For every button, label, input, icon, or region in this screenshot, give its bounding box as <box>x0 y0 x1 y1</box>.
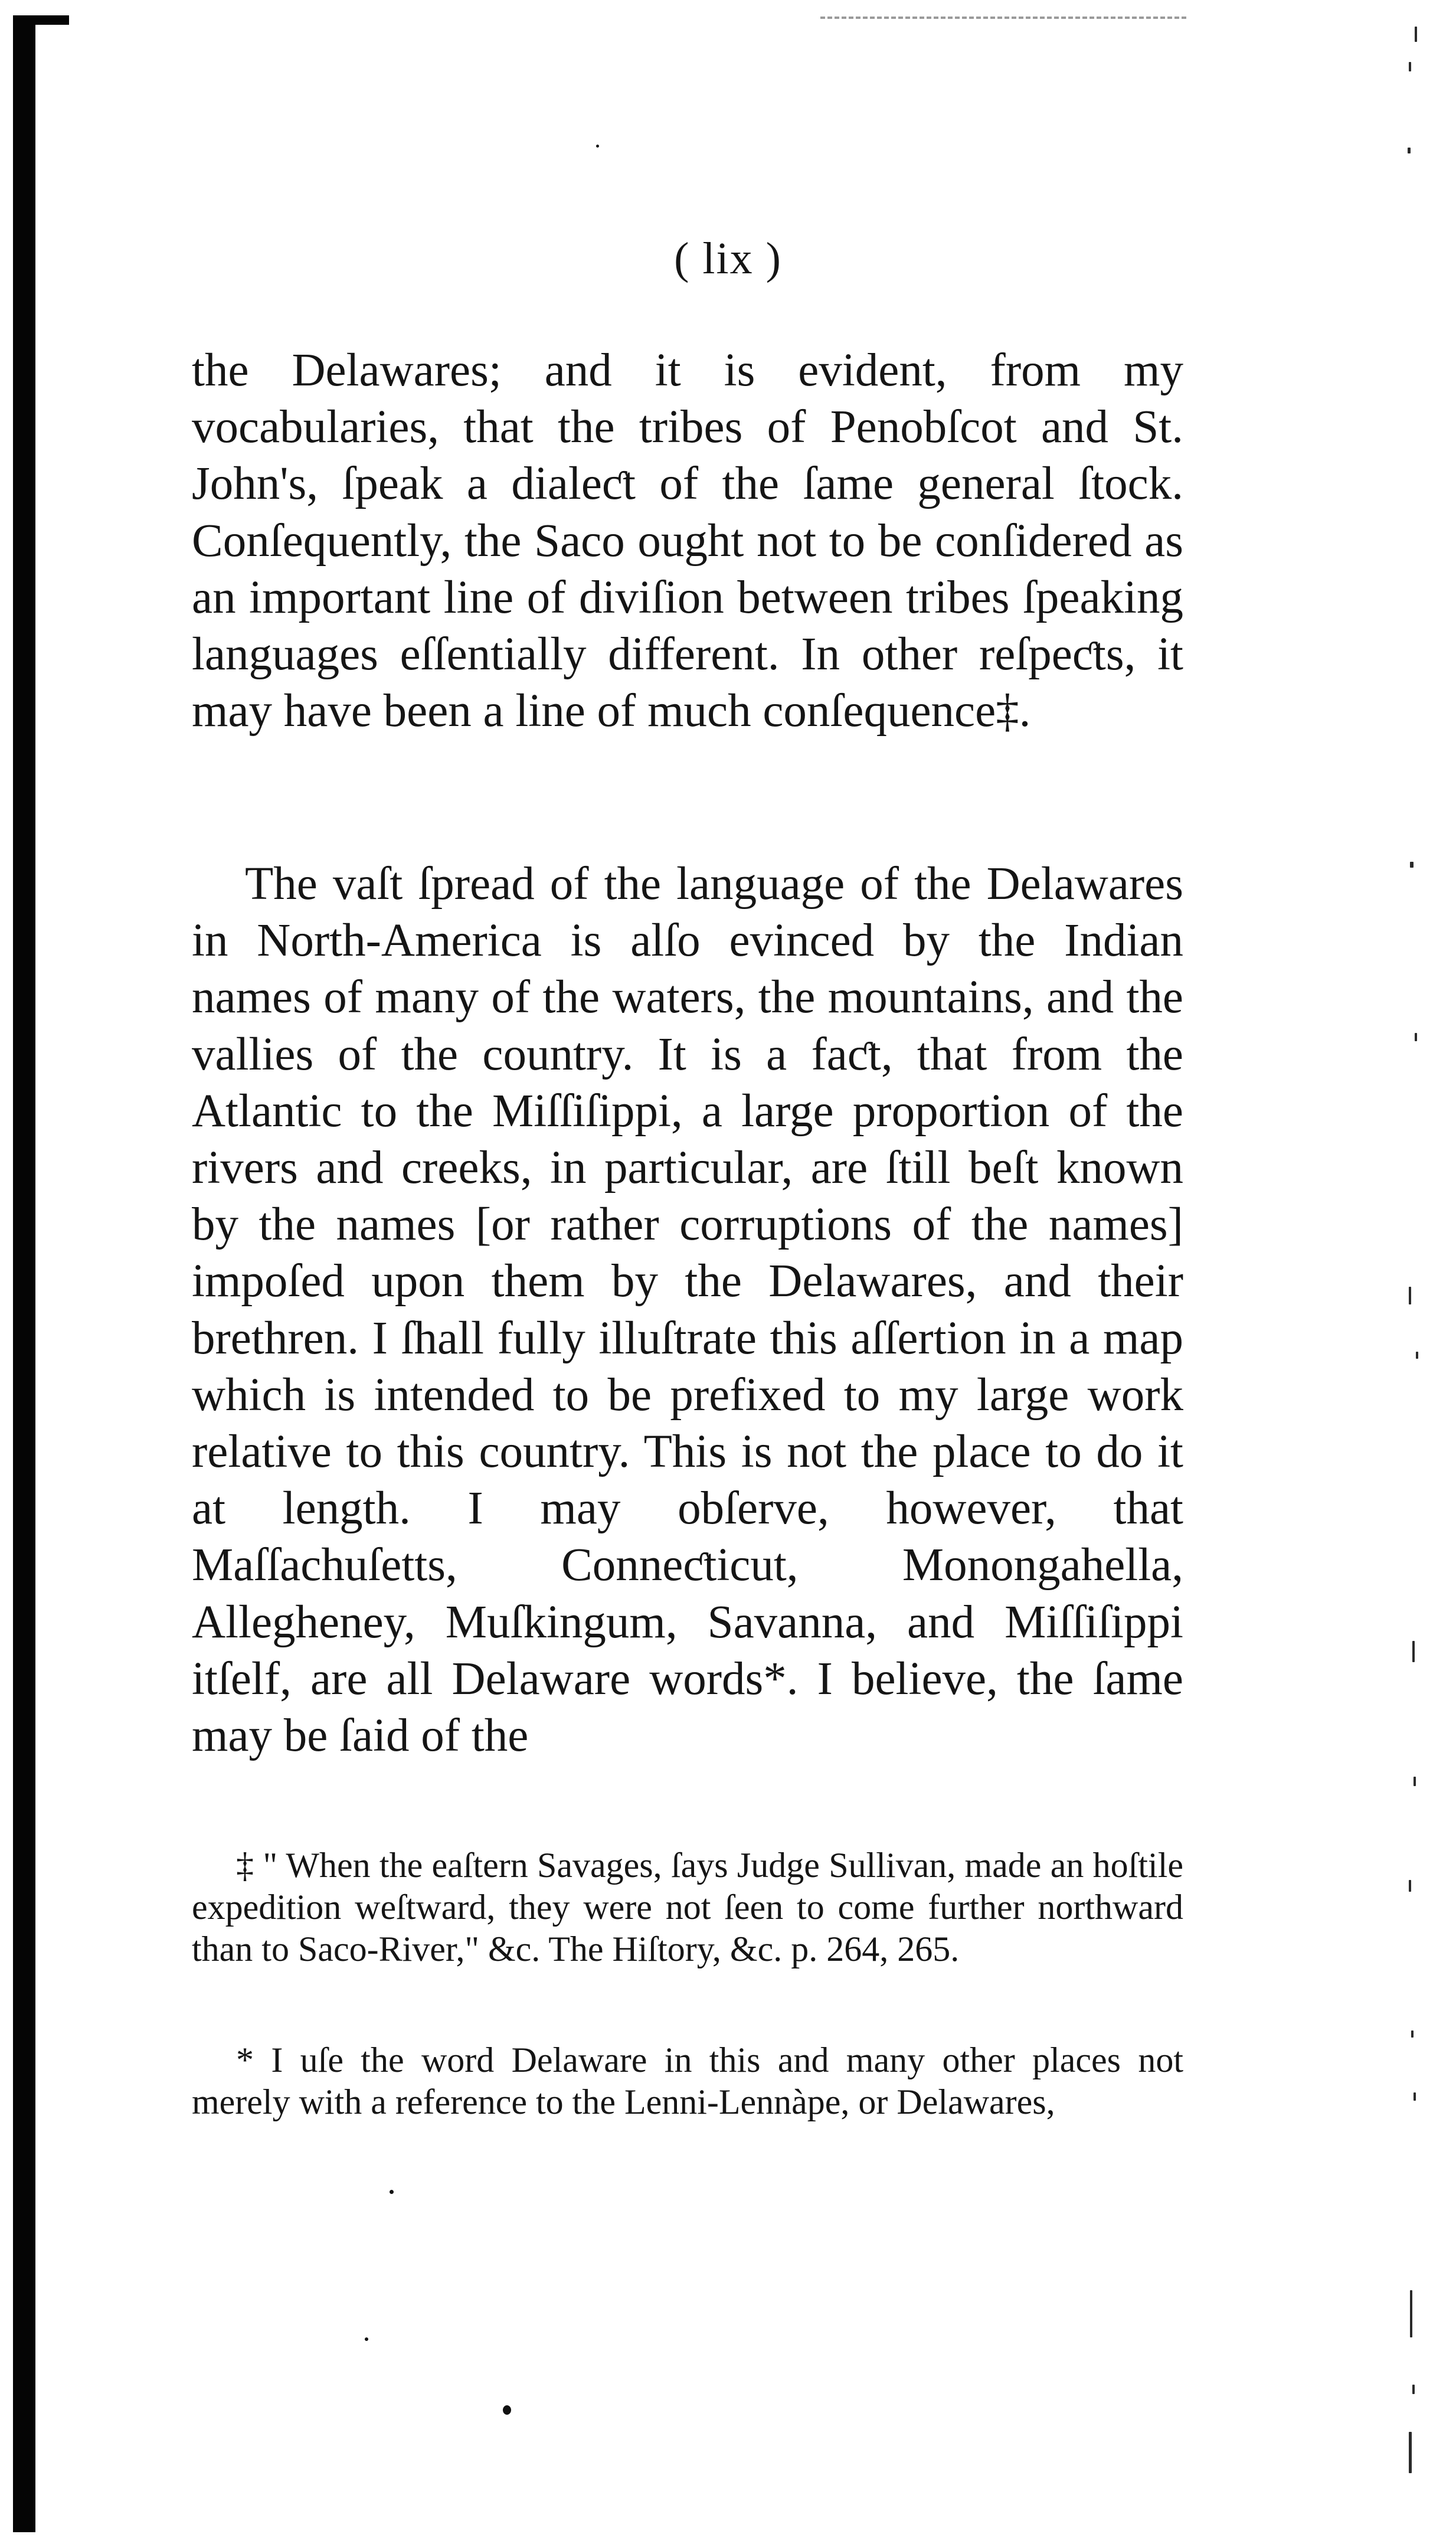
page-binding-edge <box>13 17 35 2532</box>
body-paragraph-1: the Delawares; and it is evident, from my vocabularies, that the tribes of Penobſcot and St. John's, ſpeak a dialeƈt of the ſame general ſtock. Conſequently, the Saco ought not to be conſidered as an important line of diviſion between tribes ſpeaking languages eſſentially different. In other reſpeƈts, it may have been a line of much conſequence‡. <box>192 345 1183 737</box>
top-scan-artifact <box>820 17 1186 19</box>
page-number-header <box>0 233 1456 285</box>
page-binding-tick <box>13 15 69 25</box>
body-paragraph-2: The vaſt ſpread of the language of the Delawares in North-America is alſo evinced by the Indian names of many of the waters, the mountains, and the vallies of the country. It is a faƈt, that from the Atlantic to the Miſſiſippi, a large proportion of the rivers and creeks, in particular, are ſtill beſt known by the names [or rather corruptions of the names] impoſed upon them by the Delawares, and their brethren. I ſhall fully illuſtrate this aſſertion in a map which is intended to be prefixed to my large work relative to this country. This is not the place to do it at length. I may obſerve, however, that Maſſachuſetts, Conneƈticut, Monongahella, Allegheney, Muſkingum, Savanna, and Miſſiſippi itſelf, are all Delaware words*. I believe, the ſame may be ſaid of the <box>192 858 1183 1762</box>
ink-speck <box>365 2337 368 2341</box>
right-margin-specks <box>1391 0 1456 2544</box>
footnote-double-dagger: ‡ " When the eaſtern Savages, ſays Judge Sullivan, made an hoſtile expedition weſtward, they were not ſeen to come further northward than to Saco-River," &c. The Hiſtory, &c. p. 264, 265. <box>192 1846 1183 1969</box>
ink-speck <box>503 2405 511 2415</box>
ink-speck <box>390 2190 394 2194</box>
ink-speck <box>596 145 599 148</box>
footnote-asterisk: * I uſe the word Delaware in this and many other places not merely with a reference to the Lenni-Lennàpe, or Delawares, <box>192 2041 1183 2121</box>
page-number: ( lix ) <box>674 234 782 283</box>
